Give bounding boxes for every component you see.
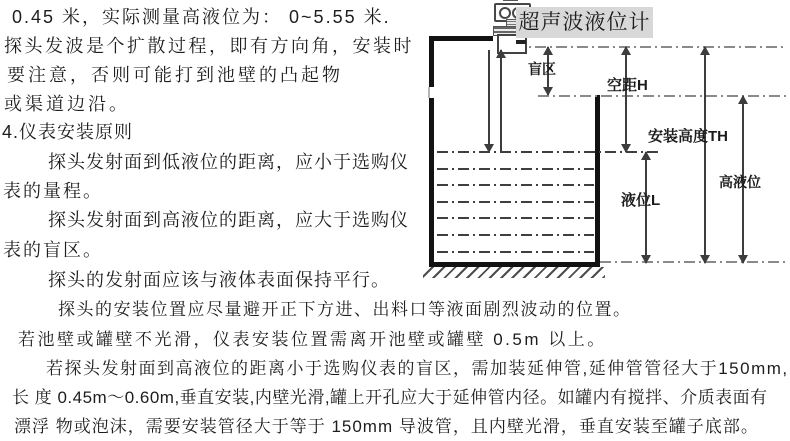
text-line: 探头的安装位置应尽量避开正下方进、出料口等液面剧烈波动的位置。 xyxy=(58,300,632,319)
text-line: 若探头发射面到高液位的距离小于选购仪表的盲区，需加装延伸管,延伸管管径大于150mm, xyxy=(46,359,789,378)
tank-top-lip xyxy=(429,36,493,41)
liquid-line xyxy=(437,184,594,186)
tank-wall-break xyxy=(428,87,437,98)
sensor-gland-icon xyxy=(499,7,511,19)
beam-up-arrow xyxy=(500,50,502,153)
text-line: 或渠道边沿。 xyxy=(4,94,130,114)
ground-hatching xyxy=(423,267,605,278)
air-gap-label: 空距H xyxy=(607,77,648,94)
text-line: 若池壁或罐壁不光滑，仪表安装位置需离开池壁或罐壁 0.5m 以上。 xyxy=(18,330,607,349)
install-height-arrow xyxy=(704,47,706,263)
high-level-label: 高液位 xyxy=(719,174,761,190)
air-gap-arrow xyxy=(625,47,627,152)
sensor-face-reference-line xyxy=(514,46,786,48)
text-line: 表的盲区。 xyxy=(3,240,103,260)
text-line: 探头的发射面应该与液体表面保持平行。 xyxy=(48,270,390,290)
diagram-title: 超声波液位计 xyxy=(516,7,653,38)
text-line: 0.45 米，实际测量高液位为： 0~5.55 米. xyxy=(12,7,391,27)
blind-zone-label: 盲区 xyxy=(528,61,556,77)
liquid-line xyxy=(437,168,594,170)
text-line: 探头发射面到低液位的距离，应小于选购仪 xyxy=(48,152,409,172)
text-line: 漂浮 物或泡沫，需要安装管径大于等于 150mm 导波管，且内壁光滑，垂直安装至罐子底部。 xyxy=(14,417,759,436)
sensor-face-tick xyxy=(516,40,526,44)
level-label: 液位L xyxy=(621,192,661,209)
liquid-line xyxy=(437,217,594,219)
text-line: 探头发波是个扩散过程，即有方向角，安装时 xyxy=(4,36,414,56)
install-height-label: 安装高度TH xyxy=(648,128,728,145)
text-line: 探头发射面到高液位的距离，应大于选购仪 xyxy=(48,210,409,230)
tank-right-wall xyxy=(595,95,600,267)
text-line: 长 度 0.45m～0.60m,垂直安装,内壁光滑,罐上开孔应大于延伸管内径。如罐内有搅拌、介质表面有 xyxy=(12,388,768,407)
liquid-line xyxy=(437,234,594,236)
tank-left-wall xyxy=(429,36,434,267)
beam-down-arrow xyxy=(488,50,490,152)
tank-bottom-reference-line xyxy=(600,261,786,263)
liquid-line xyxy=(437,201,594,203)
text-line: 4.仪表安装原则 xyxy=(2,122,134,142)
high-level-reference-line xyxy=(538,95,786,97)
liquid-line xyxy=(437,251,594,253)
text-line: 表的量程。 xyxy=(3,181,103,201)
text-line: 要注意，否则可能打到池壁的凸起物 xyxy=(7,65,343,85)
